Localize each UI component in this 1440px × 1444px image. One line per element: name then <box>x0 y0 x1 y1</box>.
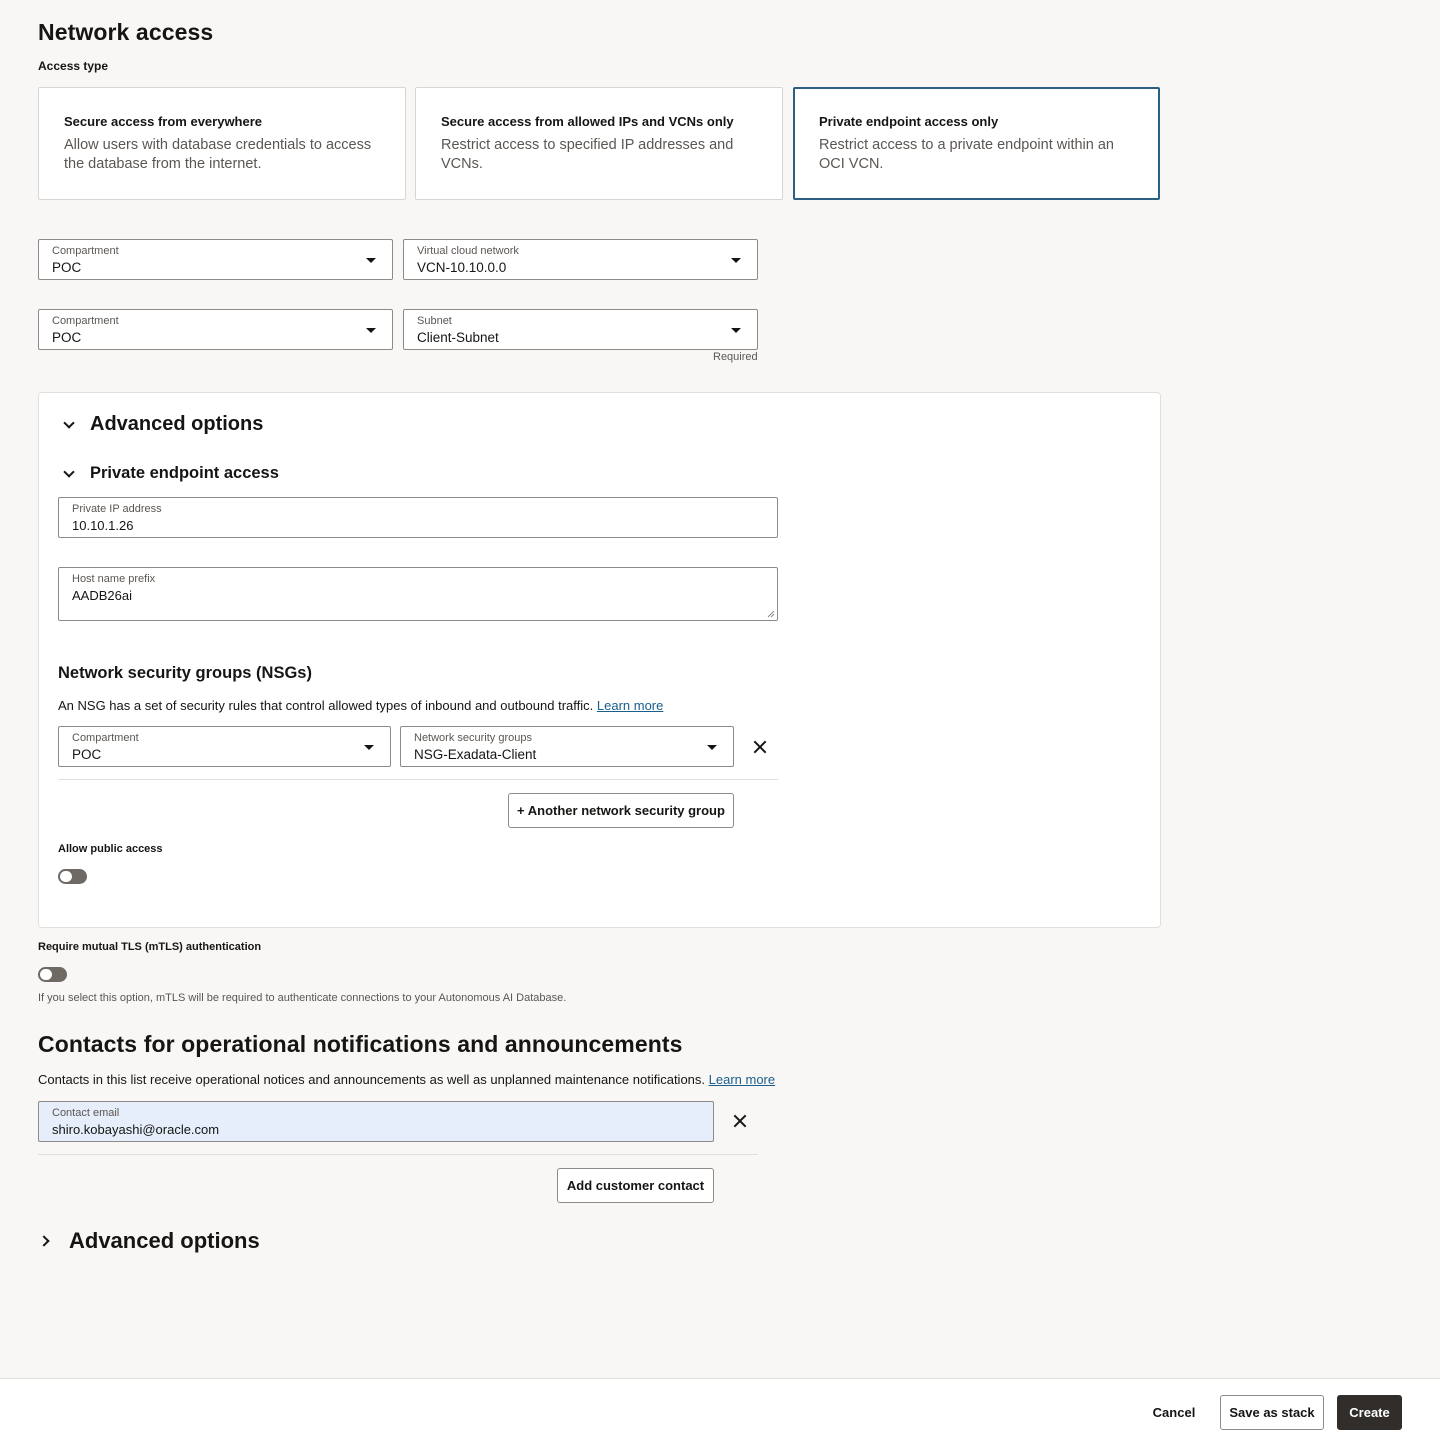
host-name-prefix-field[interactable] <box>58 567 778 621</box>
nsg-select[interactable] <box>400 726 734 767</box>
add-nsg-button[interactable]: + Another network security group <box>508 793 734 828</box>
field-label: Subnet <box>417 315 452 327</box>
caret-down-icon <box>366 328 376 333</box>
contacts-description-text: Contacts in this list receive operational notices and announcements as well as unplanned maintenance notifications. <box>38 1072 706 1087</box>
save-as-stack-button[interactable]: Save as stack <box>1220 1395 1324 1430</box>
create-button[interactable]: Create <box>1337 1395 1402 1430</box>
caret-down-icon <box>366 258 376 263</box>
field-value: POC <box>52 330 82 345</box>
field-label: Compartment <box>52 245 119 257</box>
vcn-compartment-select[interactable] <box>38 239 393 280</box>
add-customer-contact-button[interactable]: Add customer contact <box>557 1168 714 1203</box>
access-card-private-endpoint[interactable] <box>793 87 1160 200</box>
divider <box>58 779 778 780</box>
vcn-select[interactable] <box>403 239 758 280</box>
nsg-description <box>58 698 663 713</box>
field-label: Compartment <box>52 315 119 327</box>
field-label: Compartment <box>72 732 139 744</box>
field-label: Host name prefix <box>72 573 156 585</box>
caret-down-icon <box>731 258 741 263</box>
nsg-learn-more-link[interactable]: Learn more <box>596 698 664 713</box>
public-access-toggle[interactable] <box>58 869 87 884</box>
card-title: Private endpoint access only <box>819 114 999 129</box>
access-card-everywhere[interactable] <box>38 87 406 200</box>
subnet-compartment-select[interactable] <box>38 309 393 350</box>
nsg-compartment-select[interactable] <box>58 726 391 767</box>
public-access-label: Allow public access <box>58 843 163 855</box>
card-description: Restrict access to a private endpoint within an OCI VCN. <box>819 137 1114 172</box>
remove-contact-close-icon[interactable] <box>731 1112 749 1130</box>
chevron-right-icon[interactable] <box>38 1235 49 1246</box>
cancel-button[interactable]: Cancel <box>1152 1405 1196 1420</box>
card-title: Secure access from everywhere <box>64 114 263 129</box>
caret-down-icon <box>731 328 741 333</box>
remove-nsg-close-icon[interactable] <box>751 738 769 756</box>
subnet-select[interactable] <box>403 309 758 350</box>
field-value: 10.10.1.26 <box>72 518 134 533</box>
contacts-learn-more-link[interactable]: Learn more <box>708 1072 776 1087</box>
access-type-label: Access type <box>38 59 109 73</box>
mtls-label: Require mutual TLS (mTLS) authentication <box>38 941 262 953</box>
private-ip-field[interactable] <box>58 497 778 538</box>
card-description: Restrict access to specified IP addresses and VCNs. <box>441 137 734 172</box>
chevron-down-icon[interactable] <box>63 466 74 477</box>
field-value: POC <box>72 747 102 762</box>
field-value: Client-Subnet <box>417 330 499 345</box>
divider <box>38 1154 758 1155</box>
footer-bar <box>0 1378 1440 1444</box>
field-value: POC <box>52 260 82 275</box>
advanced-options-title[interactable]: Advanced options <box>90 413 264 435</box>
toggle-knob <box>39 968 53 981</box>
field-label: Contact email <box>52 1107 120 1119</box>
field-label: Virtual cloud network <box>417 245 519 257</box>
toggle-knob <box>59 870 73 883</box>
nsg-description-text: An NSG has a set of security rules that control allowed types of inbound and outbound traffic. <box>58 698 594 713</box>
contacts-title: Contacts for operational notifications and announcements <box>38 1031 683 1057</box>
field-value: shiro.kobayashi@oracle.com <box>52 1122 220 1137</box>
field-value: VCN-10.10.0.0 <box>417 260 507 275</box>
advanced-options-panel <box>38 392 1161 928</box>
caret-down-icon <box>707 745 717 750</box>
card-description: Allow users with database credentials to access the database from the internet. <box>64 137 372 172</box>
private-endpoint-title[interactable]: Private endpoint access <box>90 464 279 482</box>
chevron-down-icon[interactable] <box>63 417 74 428</box>
card-title: Secure access from allowed IPs and VCNs only <box>441 114 734 129</box>
caret-down-icon <box>364 745 374 750</box>
field-label: Network security groups <box>414 732 532 744</box>
field-label: Private IP address <box>72 503 162 515</box>
field-value: NSG-Exadata-Client <box>414 747 537 762</box>
required-text: Required <box>713 351 758 363</box>
access-card-allowed-ips[interactable] <box>415 87 783 200</box>
field-value: AADB26ai <box>72 588 132 603</box>
contact-email-field[interactable] <box>38 1101 714 1142</box>
page-title: Network access <box>38 19 214 45</box>
mtls-toggle[interactable] <box>38 967 67 982</box>
nsg-title: Network security groups (NSGs) <box>58 664 312 682</box>
mtls-hint: If you select this option, mTLS will be required to authenticate connections to your Autonomous AI Database. <box>38 992 567 1004</box>
advanced-options-collapsed-title[interactable]: Advanced options <box>69 1228 260 1253</box>
contacts-description <box>38 1072 775 1087</box>
resize-handle-icon[interactable] <box>767 610 775 618</box>
